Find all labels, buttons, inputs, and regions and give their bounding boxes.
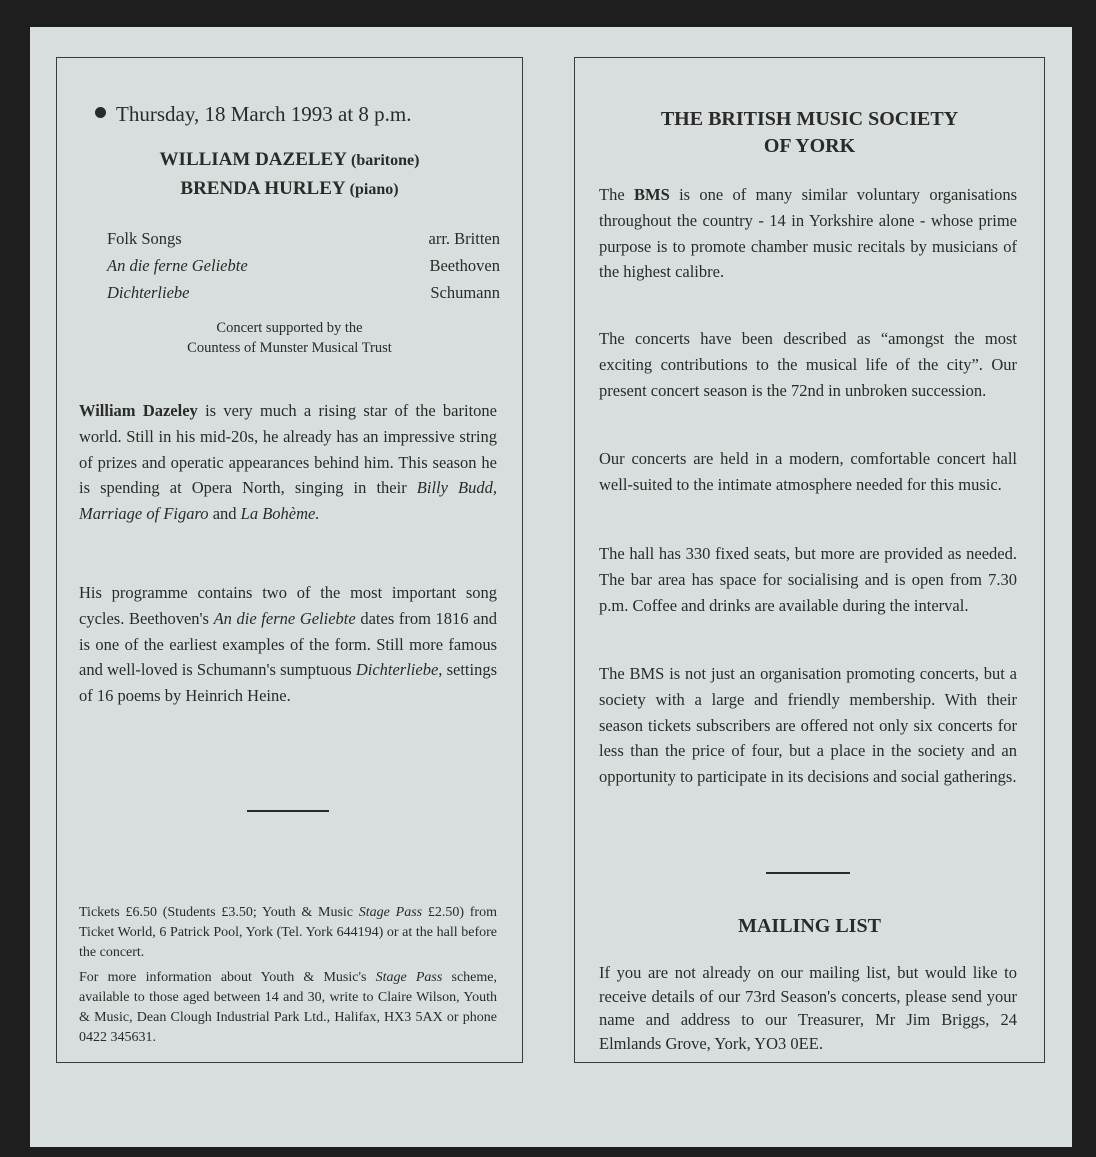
society-hall: The hall has 330 fixed seats, but more are provided as needed. The bar area has space for socialising and is open from 7.30 p.m. Coffee and drinks are available during the interval. [599,544,1017,615]
performer-2: BRENDA HURLEY (piano) [180,178,399,199]
bullet-icon [95,107,106,118]
programme-item: An die ferne Geliebte Beethoven [107,256,500,275]
divider [766,872,850,874]
society-title: THE BRITISH MUSIC SOCIETY OF YORK [660,108,959,157]
mailing-list-text: If you are not already on our mailing list, but would like to receive details of our 73rd Season's concerts, please send your name and address to our Treasurer, Mr Jim Briggs, 24 Elmlands Grove, York, YO3 0EE. [599,963,1017,1053]
performers [57,146,522,204]
concert-date: Thursday, 18 March 1993 at 8 p.m. [95,102,412,127]
society-panel [574,57,1045,1063]
mailing-list-heading: MAILING LIST [738,915,881,937]
programme-list [107,225,500,306]
programme-notes: His programme contains two of the most important song cycles. Beethoven's An die ferne Geliebte dates from 1816 and is one of the earliest examples of the form. Still more famous and well-loved is Schumann's sumptuous Dichterliebe, settings of 16 poems by Heinrich Heine. [79,583,498,706]
stage-pass-info: For more information about Youth & Music's Stage Pass scheme, available to those aged between 14 and 30, write to Claire Wilson, Youth & Music, Dean Clough Industrial Park Ltd., Halifax, HX3 5AX or phone 0422 345631. [79,970,497,1045]
society-venue: Our concerts are held in a modern, comfortable concert hall well-suited to the intimate atmosphere needed for this music. [599,449,1017,494]
society-quote: The concerts have been described as “amongst the most exciting contributions to the musical life of the city”. Our present concert season is the 72nd in unbroken succession. [599,329,1017,400]
society-membership: The BMS is not just an organisation promoting concerts, but a society with a large and friendly membership. With their season tickets subscribers are offered not only six concerts for less than the price of four, but a place in the society and an opportunity to participate in its decisions and social gatherings. [599,664,1017,787]
divider [247,810,329,812]
leaflet-sheet [30,27,1072,1147]
sponsor-note: Concert supported by the Countess of Munster Musical Trust [187,320,392,356]
programme-item: Dichterliebe Schumann [107,283,500,302]
ticket-info: Tickets £6.50 (Students £3.50; Youth & Music Stage Pass £2.50) from Ticket World, 6 Patrick Pool, York (Tel. York 644194) or at the hall before the concert. [79,905,497,960]
performer-bio: William Dazeley is very much a rising star of the baritone world. Still in his mid-20s, he already has an impressive string of prizes and operatic appearances behind him. This season he is spending at Opera North, singing in their Billy Budd, Marriage of Figaro and La Bohème. [79,401,497,524]
concert-panel [56,57,523,1063]
performer-1: WILLIAM DAZELEY (baritone) [159,149,420,170]
programme-item: Folk Songs arr. Britten [107,229,500,248]
society-intro: The BMS is one of many similar voluntary organisations throughout the country - 14 in Yorkshire alone - whose prime purpose is to promote chamber music recitals by musicians of the highest calibre. [599,185,1018,282]
